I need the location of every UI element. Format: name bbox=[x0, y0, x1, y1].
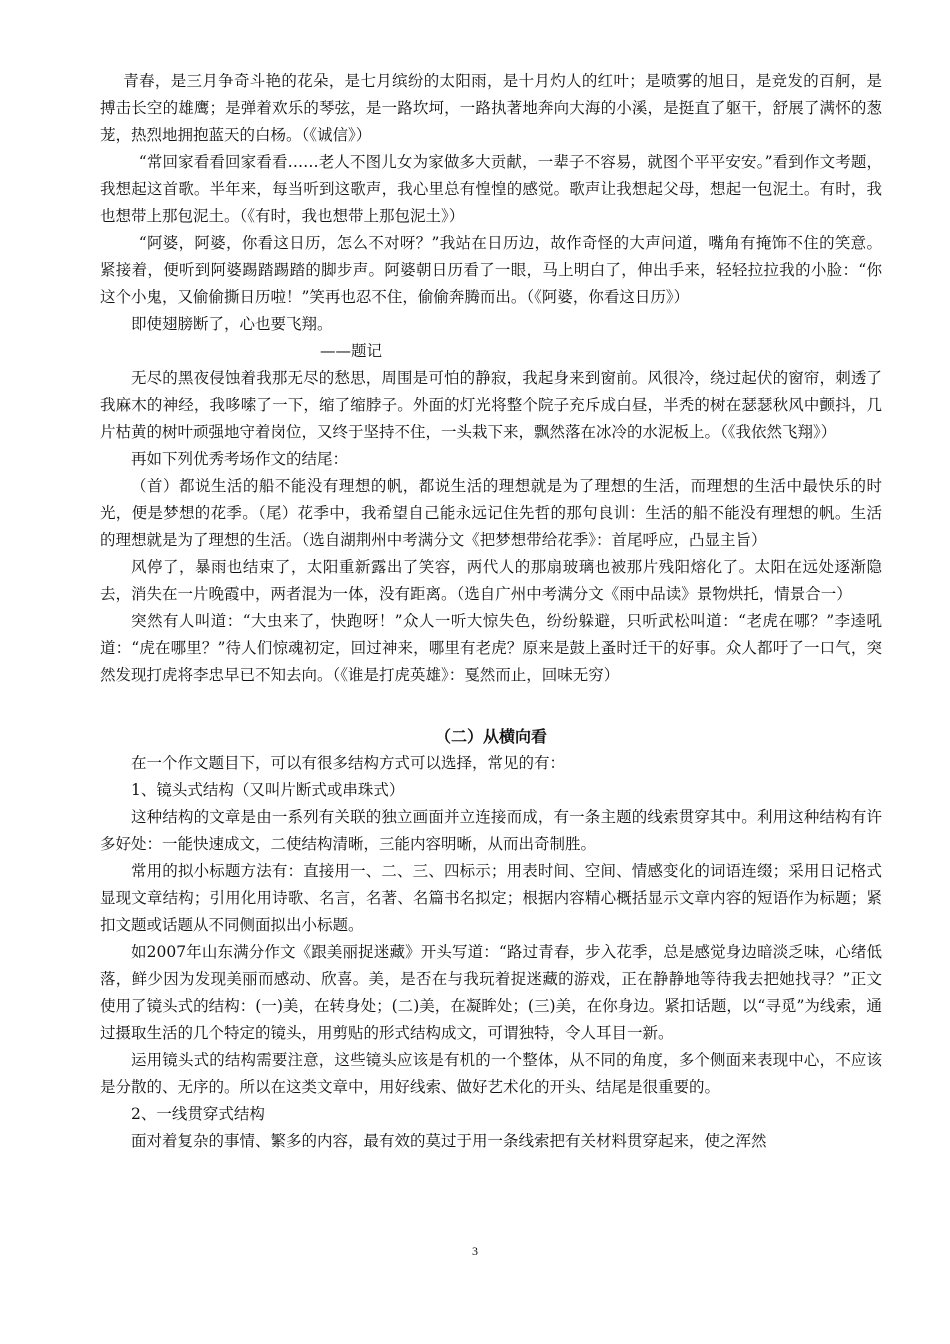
paragraph: 如2007年山东满分作文《跟美丽捉迷藏》开头写道：“路过青春，步入花季，总是感觉身边暗淡乏味，心绪低落，鲜少因为发现美丽而感动、欣喜。美，是否在与我玩着捉迷藏的游戏，正在静静地等待我去把她找寻？”正文使用了镜头式的结构：(一)美，在转身处；(二)美，在凝眸处；(三)美，在你身边。紧扣话题，以“寻觅”为线索，通过摄取生活的几个特定的镜头，用剪贴的形式结构成文，可谓独特，令人耳目一新。 bbox=[100, 943, 882, 1042]
paragraph: 这种结构的文章是由一系列有关联的独立画面并立连接而成，有一条主题的线索贯穿其中。利用这种结构有许多好处：一能快速成文，二使结构清晰，三能内容明晰，从而出奇制胜。 bbox=[100, 808, 882, 853]
paragraph: 无尽的黑夜侵蚀着我那无尽的愁思，周围是可怕的静寂，我起身来到窗前。风很冷，绕过起伏的窗帘，刺透了我麻木的神经，我哆嗦了一下，缩了缩脖子。外面的灯光将整个院子充斥成白昼，半秃的树在瑟瑟秋风中颤抖，几片枯黄的树叶顽强地守着岗位，又终于坚持不住，一头栽下来，飘然落在冰冷的水泥板上。（《我依然飞翔》） bbox=[100, 369, 882, 441]
paragraph: 再如下列优秀考场作文的结尾： bbox=[131, 450, 349, 468]
paragraph: 青春，是三月争奇斗艳的花朵，是七月缤纷的太阳雨，是十月灼人的红叶；是喷雾的旭日，是竞发的百舸，是搏击长空的雄鹰；是弹着欢乐的琴弦，是一路坎坷，一路执著地奔向大海的小溪，是挺直了躯干，舒展了满怀的葱茏，热烈地拥抱蓝天的白杨。（《诚信》） bbox=[100, 72, 882, 144]
document-body bbox=[100, 68, 882, 1155]
subheading: 1、镜头式结构（又叫片断式或串珠式） bbox=[131, 781, 405, 799]
section-heading: （二）从横向看 bbox=[434, 727, 547, 746]
paragraph: 风停了，暴雨也结束了，太阳重新露出了笑容，两代人的那扇玻璃也被那片残阳熔化了。太阳在远处逐渐隐去，消失在一片晚霞中，两者混为一体，没有距离。（选自广州中考满分文《雨中品读》景物烘托，情景合一） bbox=[100, 558, 882, 603]
paragraph: “常回家看看回家看看……老人不图儿女为家做多大贡献，一辈子不容易，就图个平平安安。”看到作文考题，我想起这首歌。半年来，每当听到这歌声，我心里总有惶惶的感觉。歌声让我想起父母，想起一包泥土。有时，我也想带上那包泥土。（《有时，我也想带上那包泥土》） bbox=[100, 153, 882, 225]
epigraph: 即使翅膀断了，心也要飞翔。 bbox=[131, 315, 333, 333]
paragraph: 面对着复杂的事情、繁多的内容，最有效的莫过于用一条线索把有关材料贯穿起来，使之浑然 bbox=[131, 1132, 767, 1150]
paragraph: 在一个作文题目下，可以有很多结构方式可以选择，常见的有： bbox=[131, 754, 566, 772]
subheading: 2、一线贯穿式结构 bbox=[131, 1105, 265, 1123]
paragraph: 常用的拟小标题方法有：直接用一、二、三、四标示；用表时间、空间、情感变化的词语连缀；采用日记格式显现文章结构；引用化用诗歌、名言，名著、名篇书名拟定；根据内容精心概括显示文章内容的短语作为标题；紧扣文题或话题从不同侧面拟出小标题。 bbox=[100, 862, 882, 934]
paragraph: （首）都说生活的船不能没有理想的帆，都说生活的理想就是为了理想的生活，而理想的生活中最快乐的时光，便是梦想的花季。（尾）花季中，我希望自己能永远记住先哲的那句良训：生活的船不能没有理想的帆。生活的理想就是为了理想的生活。（选自湖荆州中考满分文《把梦想带给花季》：首尾呼应，凸显主旨） bbox=[100, 477, 882, 549]
paragraph: 运用镜头式的结构需要注意，这些镜头应该是有机的一个整体，从不同的角度，多个侧面来表现中心，不应该是分散的、无序的。所以在这类文章中，用好线索、做好艺术化的开头、结尾是很重要的。 bbox=[100, 1051, 882, 1096]
paragraph: 突然有人叫道：“大虫来了，快跑呀！”众人一听大惊失色，纷纷躲避，只听武松叫道：“老虎在哪？”李逵吼道：“虎在哪里？”待人们惊魂初定，回过神来，哪里有老虎？原来是鼓上蚤时迁干的好事。众人都吁了一口气，突然发现打虎将李忠早已不知去向。（《谁是打虎英雄》：戛然而止，回味无穷） bbox=[100, 612, 882, 684]
page-number: 3 bbox=[472, 1244, 478, 1258]
paragraph: “阿婆，阿婆，你看这日历，怎么不对呀？”我站在日历边，故作奇怪的大声问道，嘴角有掩饰不住的笑意。紧接着，便听到阿婆踢踏踢踏的脚步声。阿婆朝日历看了一眼，马上明白了，伸出手来，轻轻拉拉我的小脸：“你这个小鬼，又偷偷撕日历啦！”笑再也忍不住，偷偷奔腾而出。（《阿婆，你看这日历》） bbox=[100, 234, 882, 306]
epigraph-attribution: ——题记 bbox=[320, 342, 383, 360]
